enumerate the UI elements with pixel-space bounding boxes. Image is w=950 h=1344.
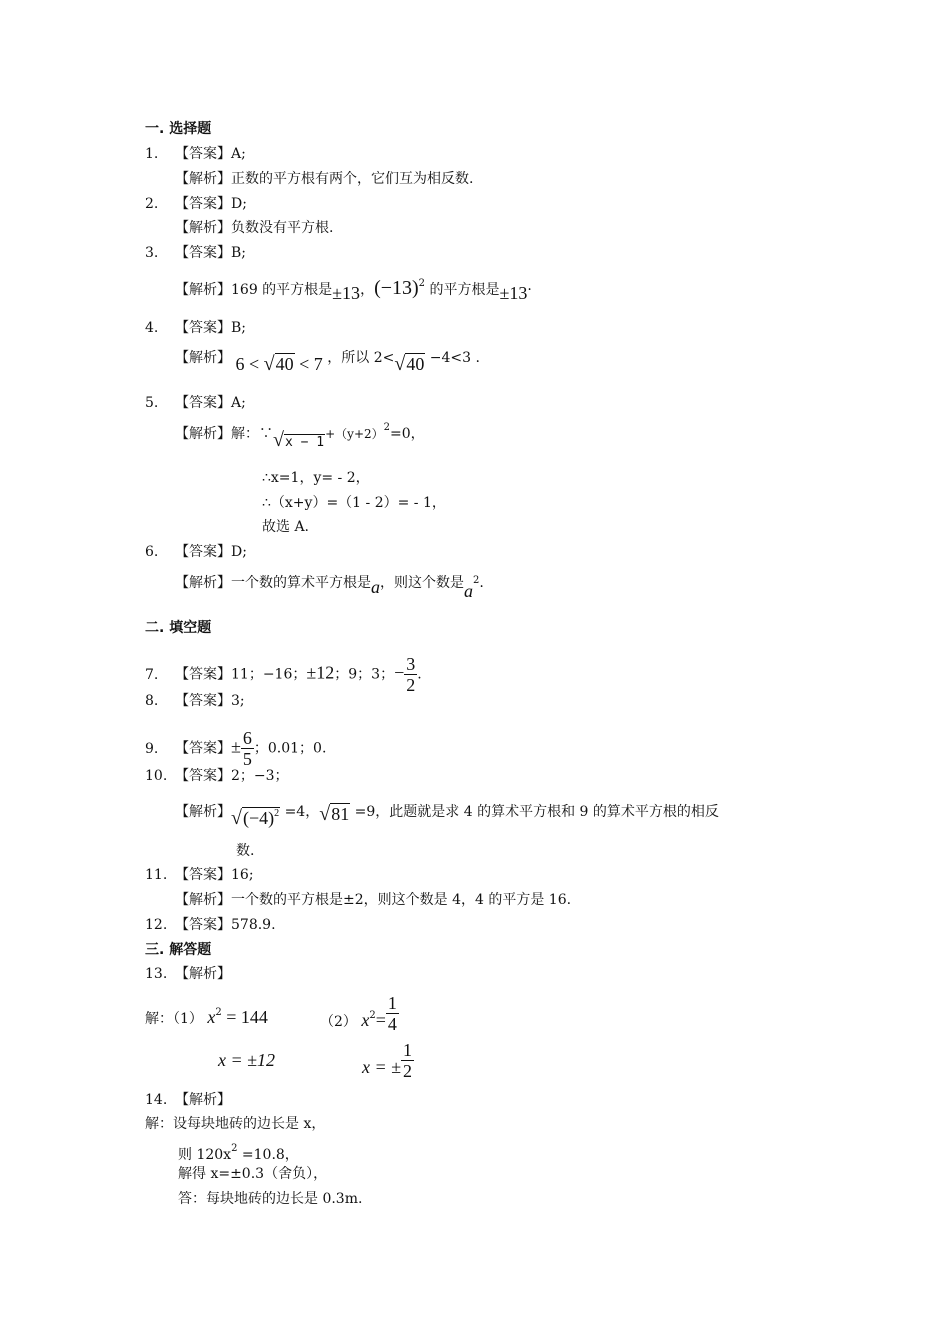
q13-line1: 解：（1） $x^2 = 144$	[145, 1007, 268, 1027]
q13-header: 13. 【解析】	[145, 966, 231, 982]
fraction-1-4: $\frac{1}{4}$	[387, 993, 397, 1034]
q6-analysis: 【解析】一个数的算术平方根是a，则这个数是$a^2$.	[175, 575, 484, 601]
q14-header: 14. 【解析】	[145, 1092, 231, 1108]
q1-analysis: 【解析】正数的平方根有两个，它们互为相反数.	[175, 171, 474, 187]
q5-step3: 故选 A.	[262, 519, 310, 535]
q4-answer: 4. 【答案】B;	[145, 320, 247, 336]
q2-analysis: 【解析】负数没有平方根.	[175, 220, 334, 236]
fraction-3-2: $\frac{3}{2}$	[406, 654, 416, 695]
q5-analysis: 【解析】解：∵√x − $1+(y+2)^2=0$，	[175, 422, 425, 451]
q3-answer: 3. 【答案】B;	[145, 245, 247, 261]
fraction-1-2: $\frac{1}{2}$	[403, 1040, 413, 1081]
q11-answer: 11. 【答案】16;	[145, 867, 254, 883]
q10-analysis-cont: 数.	[236, 843, 255, 859]
q13-line1-part2: （2） x2= $\frac{1}{4}$	[320, 993, 397, 1034]
sqrt-81: √81	[319, 803, 350, 825]
q14-line2: 则 $120x^2 =10.8$，	[178, 1143, 299, 1163]
q2-answer: 2. 【答案】D;	[145, 196, 247, 212]
sqrt-neg4-squared: $√(-4)^2$	[231, 807, 280, 829]
section-heading-fill: 二. 填空题	[145, 620, 212, 636]
section-heading-choice: 一. 选择题	[145, 121, 212, 137]
sqrt-40: √40	[263, 353, 294, 375]
q13-result1: x = ±12	[218, 1050, 276, 1070]
fraction-6-5: $\frac{6}{5}$	[242, 728, 252, 769]
q5-step1: ∴x=1，y= - 2，	[262, 470, 370, 486]
q14-line3: 解得 x=±0.3（舍负），	[178, 1166, 328, 1182]
q9-answer: 9. 【答案】± $\frac{6}{5}$ ；0.01；0.	[145, 728, 327, 769]
q10-answer: 10. 【答案】2；−3；	[145, 768, 289, 784]
q4-analysis: 【解析】 6 < √40 < 7 ，所以 2<√40 −4<3 .	[175, 350, 480, 375]
q6-answer: 6. 【答案】D;	[145, 544, 247, 560]
sqrt-40-b: √40	[394, 353, 425, 375]
q14-line4: 答：每块地砖的边长是 0.3m.	[178, 1191, 363, 1207]
q14-line1: 解：设每块地砖的边长是 x，	[145, 1116, 326, 1132]
sqrt-x-minus-1: √x − 1	[273, 429, 325, 451]
q1-answer: 1. 【答案】A;	[145, 146, 246, 162]
section-heading-solve: 三. 解答题	[145, 942, 212, 958]
q5-answer: 5. 【答案】A;	[145, 395, 246, 411]
q8-answer: 8. 【答案】3;	[145, 693, 245, 709]
q12-answer: 12. 【答案】578.9.	[145, 917, 276, 933]
q13-result2: x = ± $\frac{1}{2}$	[362, 1040, 413, 1081]
q10-analysis: 【解析】$√(-4)^2 =4$，√81 =9，此题就是求 4 的算术平方根和 9 的算术平方根的相反	[175, 803, 719, 829]
q7-answer: 7. 【答案】11；−16；±12；9；3；− $\frac{3}{2}$ .	[145, 654, 422, 695]
q3-analysis: 【解析】169 的平方根是±13，$(-13)^2$ 的平方根是±13·	[175, 277, 532, 303]
q5-step2: ∴（x+y）=（1 - 2）= - 1，	[262, 495, 446, 511]
q11-analysis: 【解析】一个数的平方根是±2，则这个数是 4，4 的平方是 16.	[175, 892, 572, 908]
